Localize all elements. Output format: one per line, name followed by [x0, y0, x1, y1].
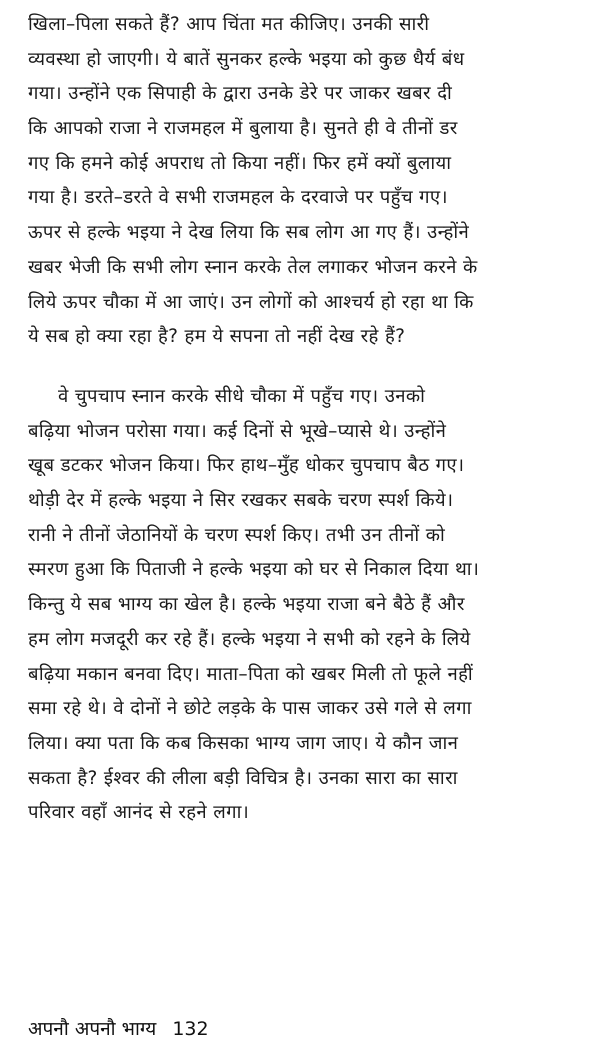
- text-line: हम लोग मजदूरी कर रहे हैं। हल्के भइया ने सभी को रहने के लिये: [28, 628, 471, 650]
- text-line: ऊपर से हल्के भइया ने देख लिया कि सब लोग आ गए हैं। उन्होंने: [28, 222, 470, 244]
- text-line: ये सब हो क्या रहा है? हम ये सपना तो नहीं देख रहे हैं?: [28, 326, 406, 348]
- text-line: बढ़िया मकान बनवा दिए। माता–पिता को खबर मिली तो फूले नहीं: [28, 663, 474, 685]
- text-line: गए कि हमने कोई अपराध तो किया नहीं। फिर हमें क्यों बुलाया: [28, 152, 452, 174]
- text-line: वे चुपचाप स्नान करके सीधे चौका में पहुँच गए। उनको: [58, 386, 426, 407]
- text-line: थोड़ी देर में हल्के भइया ने सिर रखकर सबके चरण स्पर्श किये।: [28, 490, 454, 512]
- text-line: कि आपको राजा ने राजमहल में बुलाया है। सुनते ही वे तीनों डर: [28, 118, 458, 140]
- book-title: अपनौ अपनौ भाग्य: [28, 1018, 157, 1040]
- text-line: बढ़िया भोजन परोसा गया। कई दिनों से भूखे–प्यासे थे। उन्होंने: [28, 420, 447, 442]
- text-line: गया। उन्होंने एक सिपाही के द्वारा उनके डेरे पर जाकर खबर दी: [28, 83, 453, 105]
- page-footer: [28, 1015, 209, 1041]
- text-line: खिला–पिला सकते हैं? आप चिंता मत कीजिए। उनकी सारी: [28, 14, 430, 35]
- text-line: परिवार वहाँ आनंद से रहने लगा।: [28, 802, 250, 824]
- text-line: सकता है? ईश्वर की लीला बड़ी विचित्र है। उनका सारा का सारा: [28, 767, 458, 789]
- text-line: रानी ने तीनों जेठानियों के चरण स्पर्श किए। तभी उन तीनों को: [28, 524, 446, 546]
- text-line: गया है। डरते–डरते वे सभी राजमहल के दरवाजे पर पहुँच गए।: [28, 187, 448, 209]
- text-line: लिये ऊपर चौका में आ जाएं। उन लोगों को आश्चर्य हो रहा था कि: [28, 291, 474, 313]
- text-line: खबर भेजी कि सभी लोग स्नान करके तेल लगाकर भोजन करने के: [28, 256, 478, 278]
- paragraph-2: [28, 380, 588, 831]
- text-line: लिया। क्या पता कि कब किसका भाग्य जाग जाए। ये कौन जान: [28, 732, 459, 754]
- text-line: व्यवस्था हो जाएगी। ये बातें सुनकर हल्के भइया को कुछ धैर्य बंध: [28, 48, 465, 70]
- text-line: समा रहे थे। वे दोनों ने छोटे लड़के के पास जाकर उसे गले से लगा: [28, 698, 472, 720]
- text-line: खूब डटकर भोजन किया। फिर हाथ–मुँह धोकर चुपचाप बैठ गए।: [28, 455, 465, 477]
- text-line: किन्तु ये सब भाग्य का खेल है। हल्के भइया राजा बने बैठे हैं और: [28, 594, 465, 616]
- text-line: स्मरण हुआ कि पिताजी ने हल्के भइया को घर से निकाल दिया था।: [28, 559, 480, 581]
- paragraph-1: [28, 8, 588, 355]
- page-number: 132: [172, 1018, 209, 1040]
